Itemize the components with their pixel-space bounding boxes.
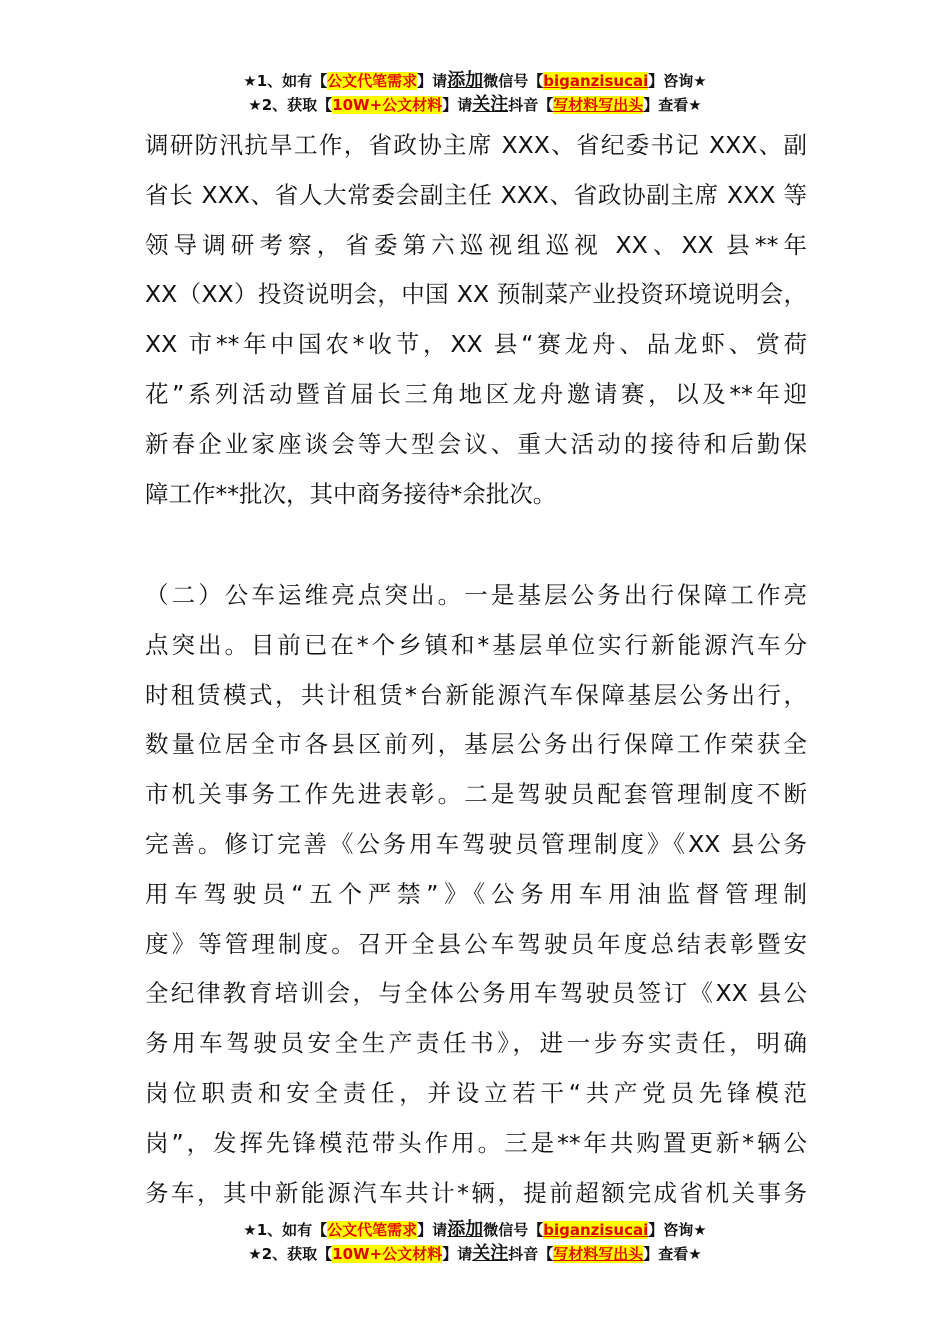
banner-text: 】请 <box>417 72 448 90</box>
banner-text: 微信号【 <box>483 1221 544 1239</box>
footer-banner-line-2 <box>0 1243 950 1265</box>
paragraph-line: 花”系列活动暨首届长三角地区龙舟邀请赛，以及**年迎 <box>145 380 807 408</box>
paragraph-line: 完善。修订完善《公务用车驾驶员管理制度》《XX 县公务 <box>145 830 807 858</box>
paragraph-line: 务用车驾驶员安全生产责任书》，进一步夯实责任，明确 <box>145 1029 807 1058</box>
paragraph-line: 数量位居全市各县区前列，基层公务出行保障工作荣获全 <box>145 730 807 759</box>
paragraph-line: 新春企业家座谈会等大型会议、重大活动的接待和后勤保 <box>145 429 807 458</box>
paragraph-line: 用车驾驶员“五个严禁”》《公务用车用油监督管理制 <box>145 879 807 908</box>
wechat-id-link[interactable]: biganzisucai <box>543 1221 649 1239</box>
banner-highlight: 10W+公文材料 <box>332 1245 443 1263</box>
paragraph-line: 岗”，发挥先锋模范带头作用。三是**年共购置更新*辆公 <box>145 1128 807 1157</box>
wechat-id-link[interactable]: biganzisucai <box>543 72 649 90</box>
header-banner-line-1 <box>0 70 950 92</box>
banner-text: 微信号【 <box>483 72 544 90</box>
paragraph-line: 度》等管理制度。召开全县公车驾驶员年度总结表彰暨安 <box>145 929 807 958</box>
paragraph-line: 省长 XXX、省人大常委会副主任 XXX、省政协副主席 XXX 等 <box>145 180 807 209</box>
paragraph-line: （二）公车运维亮点突出。一是基层公务出行保障工作亮 <box>145 581 807 609</box>
paragraph-line: 障工作**批次，其中商务接待*余批次。 <box>145 479 557 508</box>
banner-text: ★1、如有【 <box>243 1221 328 1239</box>
paragraph-line: 岗位职责和安全责任，并设立若干“共产党员先锋模范 <box>145 1079 807 1107</box>
banner-text: 】咨询★ <box>648 72 707 90</box>
paragraph-line: 时租赁模式，共计租赁*台新能源汽车保障基层公务出行， <box>145 680 807 709</box>
paragraph-line: XX 市**年中国农*收节，XX 县“赛龙舟、品龙虾、赏荷 <box>145 330 807 359</box>
banner-text: 抖音【 <box>508 96 554 114</box>
footer-banner-line-1 <box>0 1219 950 1241</box>
banner-text: 】查看★ <box>643 96 702 114</box>
banner-text: 】请 <box>442 1245 473 1263</box>
douyin-account-link[interactable]: 写材料写出头 <box>553 96 644 114</box>
banner-highlight: 公文代笔需求 <box>327 72 418 90</box>
banner-emphasis: 关注 <box>472 94 509 115</box>
banner-text: ★1、如有【 <box>243 72 328 90</box>
banner-text: 】咨询★ <box>648 1221 707 1239</box>
banner-text: 】请 <box>417 1221 448 1239</box>
paragraph-line: 点突出。目前已在*个乡镇和*基层单位实行新能源汽车分 <box>145 630 807 659</box>
paragraph-line: 全纪律教育培训会，与全体公务用车驾驶员签订《XX 县公 <box>145 979 807 1008</box>
douyin-account-link[interactable]: 写材料写出头 <box>553 1245 644 1263</box>
banner-text: 】查看★ <box>643 1245 702 1263</box>
banner-highlight: 公文代笔需求 <box>327 1221 418 1239</box>
banner-text: 抖音【 <box>508 1245 554 1263</box>
paragraph-line: XX（XX）投资说明会，中国 XX 预制菜产业投资环境说明会， <box>145 280 807 309</box>
paragraph-line: 调研防汛抗旱工作，省政协主席 XXX、省纪委书记 XXX、副 <box>145 131 807 159</box>
header-banner-line-2 <box>0 94 950 116</box>
paragraph-line: 领导调研考察，省委第六巡视组巡视 XX、XX 县**年 <box>145 230 807 259</box>
banner-highlight: 10W+公文材料 <box>332 96 443 114</box>
banner-text: ★2、获取【 <box>248 96 333 114</box>
banner-emphasis: 添加 <box>447 70 484 91</box>
banner-emphasis: 添加 <box>447 1219 484 1240</box>
paragraph-line: 务车，其中新能源汽车共计*辆，提前超额完成省机关事务 <box>145 1178 807 1207</box>
banner-emphasis: 关注 <box>472 1243 509 1264</box>
banner-text: 】请 <box>442 96 473 114</box>
paragraph-line: 市机关事务工作先进表彰。二是驾驶员配套管理制度不断 <box>145 780 807 809</box>
banner-text: ★2、获取【 <box>248 1245 333 1263</box>
